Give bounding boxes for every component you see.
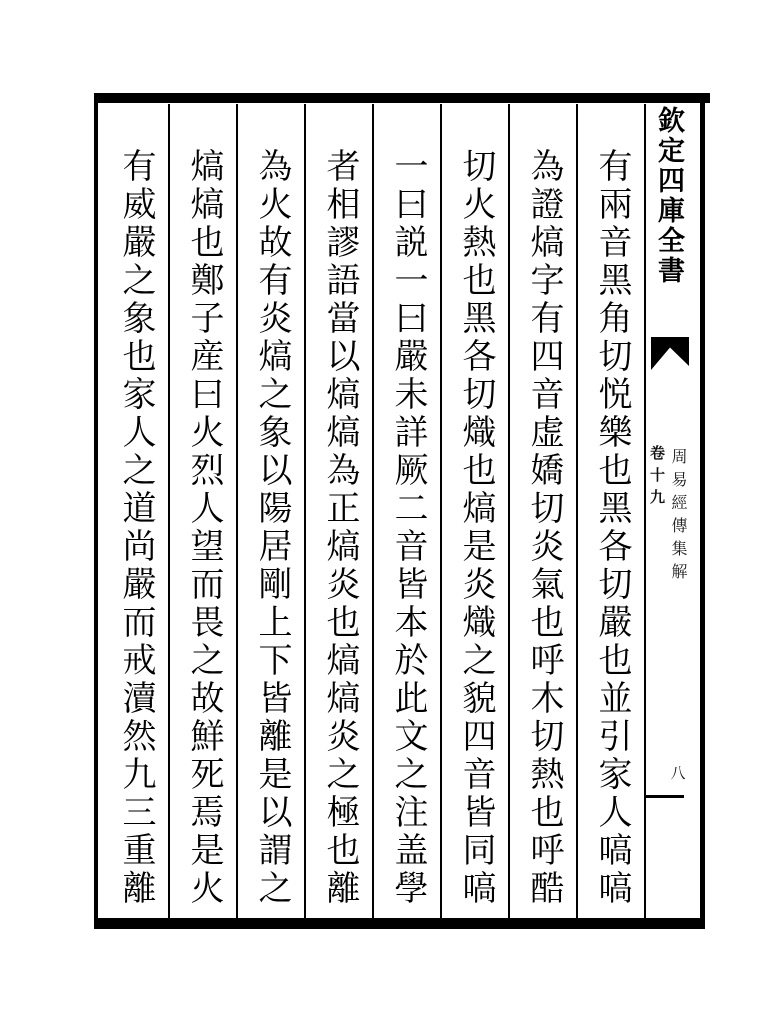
banxin-page-number: 八	[670, 766, 686, 782]
banxin-page-number-rule	[646, 795, 684, 798]
text-column-6: 為火故有炎熇之象以陽居剛上下皆離是以謂之	[253, 148, 290, 908]
banxin-volume-label: 卷十九	[648, 445, 664, 511]
text-column-7: 熇熇也鄭子産曰火烈人望而畏之故鮮死焉是火	[185, 148, 222, 908]
text-column-3: 切火熱也黑各切熾也熇是炎熾之貌四音皆同嗃	[457, 148, 494, 908]
text-column-8: 有威嚴之象也家人之道尚嚴而戒瀆然九三重離	[117, 148, 154, 908]
fishtail-icon	[651, 337, 689, 370]
collection-title: 欽定四庫全書	[654, 106, 684, 286]
text-column-5: 者相謬語當以熇熇為正熇炎也熇熇炎之極也離	[321, 148, 358, 908]
text-column-4: 一曰説一曰嚴未詳厥二音皆本於此文之注盖學	[389, 148, 426, 908]
text-column-2: 為證熇字有四音虚嬌切炎氣也呼木切熱也呼酷	[525, 148, 562, 908]
page-frame-top-border	[94, 93, 710, 103]
text-column-1: 有兩音黑角切悦樂也黑各切嚴也並引家人嗃嗃	[593, 148, 630, 908]
page-frame-right-border	[700, 93, 705, 929]
banxin-book-title: 周易經傳集解	[669, 448, 686, 586]
page-frame-left-border	[94, 93, 98, 929]
